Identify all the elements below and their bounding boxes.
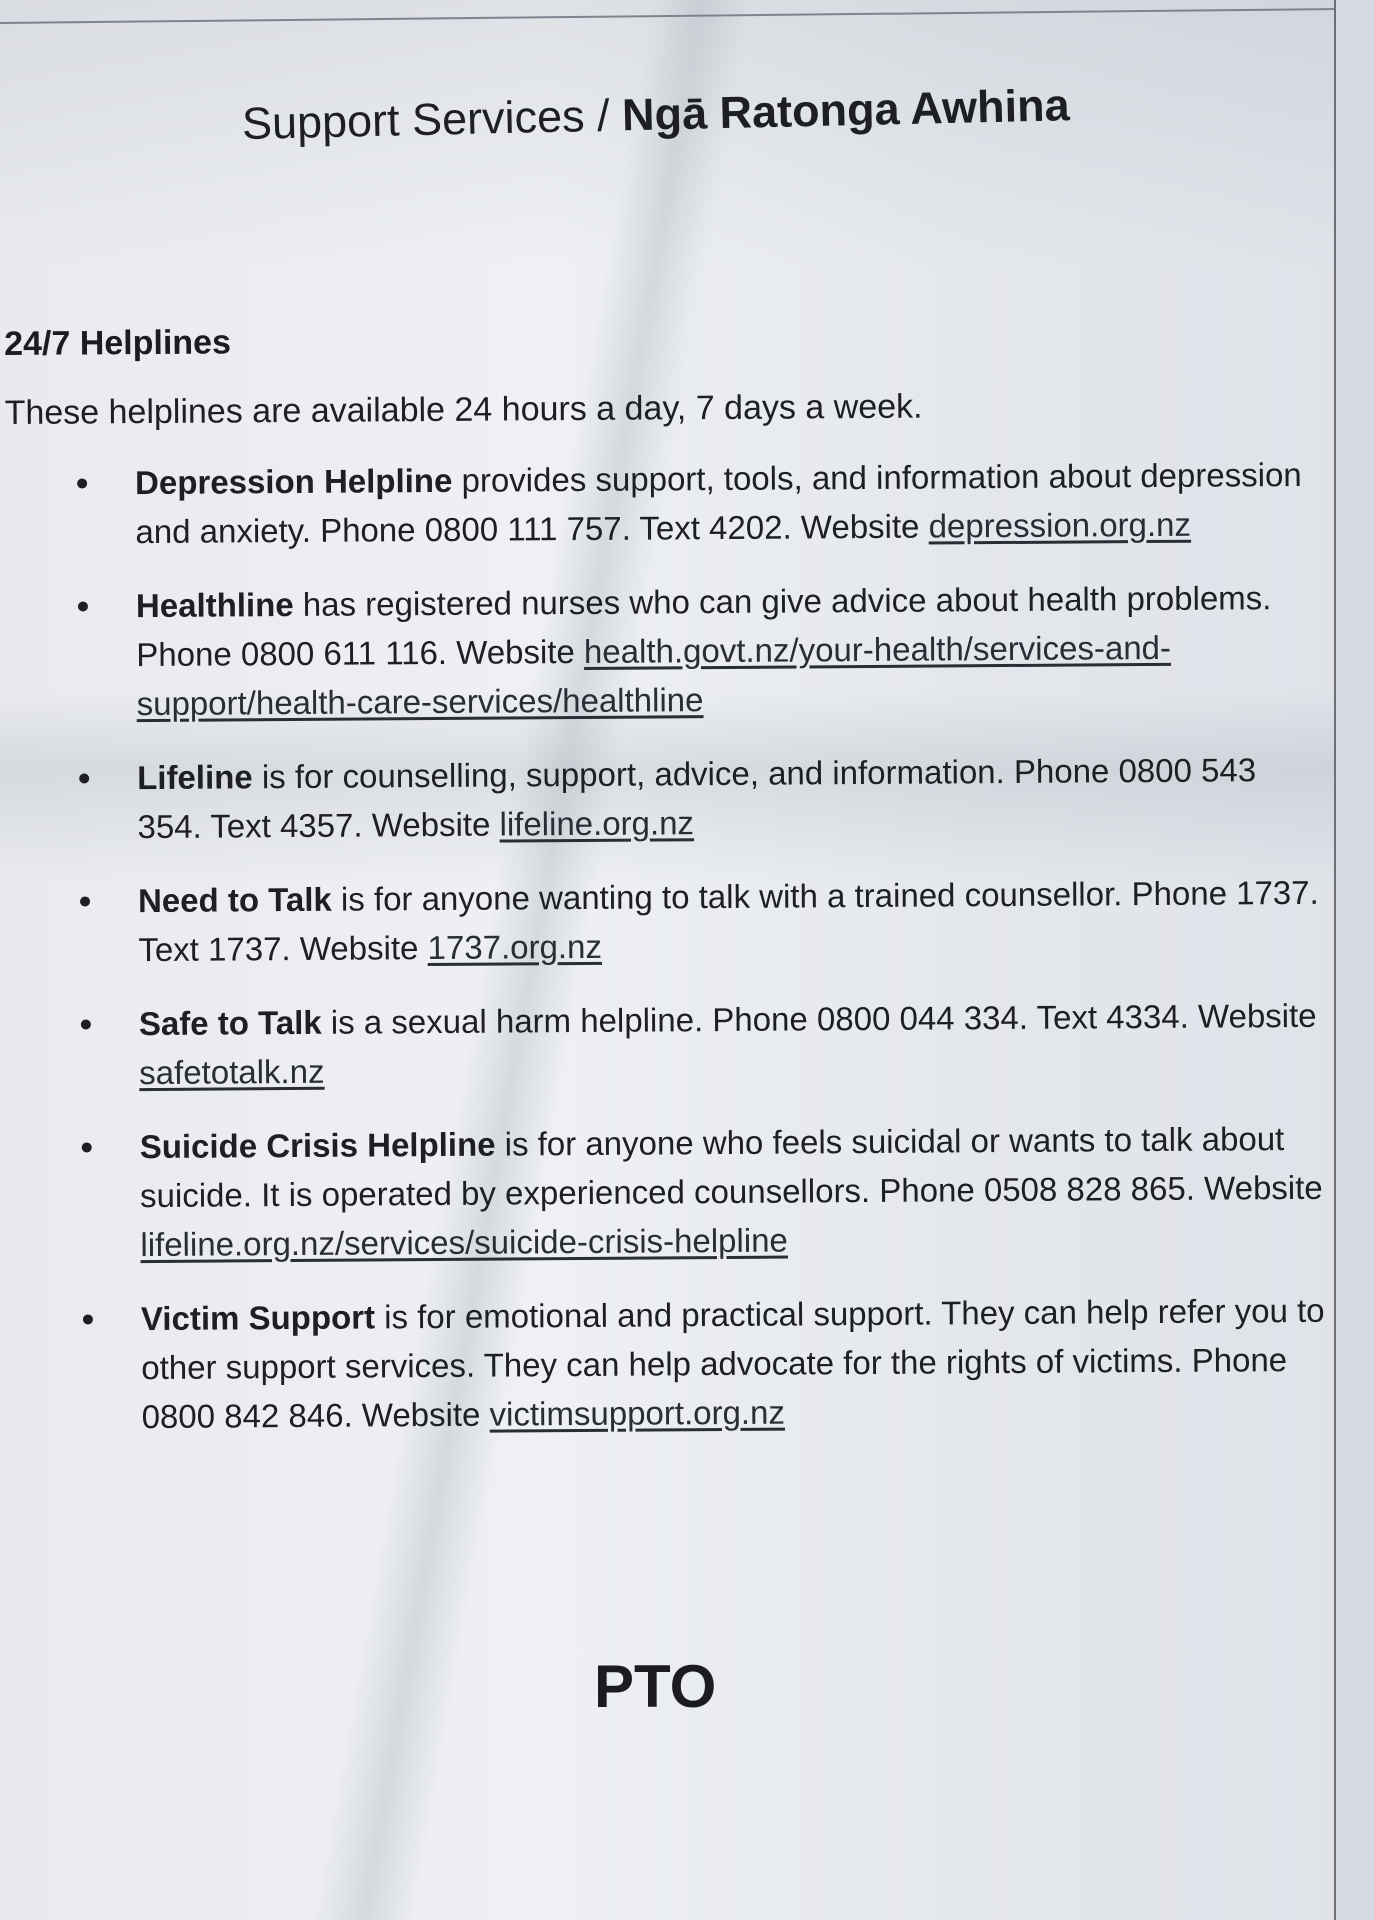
main-content [4,316,1342,1467]
section-heading: 24/7 Helplines [4,323,232,363]
helpline-list [5,450,1332,1442]
helpline-description: has registered nurses who can give advice about health problems. Phone 0800 611 116. Website [136,579,1272,674]
helpline-website-link[interactable]: lifeline.org.nz [499,804,695,843]
helpline-name: Lifeline [137,758,253,797]
helpline-name: Need to Talk [137,880,332,920]
show-through-text [984,10,1314,62]
pto-label: PTO [594,1653,717,1720]
helpline-website-link[interactable]: depression.org.nz [928,505,1192,545]
helpline-description: is for counselling, support, advice, and information. Phone 0800 543 354. Text 4357. Website [137,751,1257,846]
helpline-website-link[interactable]: 1737.org.nz [427,927,603,967]
helpline-description: provides support, tools, and information about depression and anxiety. Phone 0800 111 757. Text 4202. Website [135,455,1302,551]
helpline-description: is a sexual harm helpline. Phone 0800 044 334. Text 4334. Website [321,996,1317,1041]
helpline-website-link[interactable]: safetotalk.nz [139,1052,325,1092]
bullet-icon [83,1314,93,1324]
bullet-icon [80,896,90,906]
helpline-name: Victim Support [140,1298,376,1338]
intro-text: These helplines are available 24 hours a day, 7 days a week. [4,387,923,432]
bullet-icon [79,773,89,783]
bullet-icon [77,478,87,488]
title-english: Support Services / [241,89,623,149]
bullet-icon [78,601,88,611]
helpline-description: is for anyone wanting to talk with a trained counsellor. Phone 1737. Text 1737. Website [138,873,1319,969]
helpline-lifeline [137,745,1328,851]
helpline-healthline [136,573,1327,728]
helpline-suicide-crisis [140,1114,1331,1269]
helpline-website-link[interactable]: victimsupport.org.nz [489,1393,786,1433]
helpline-website-link[interactable]: lifeline.org.nz/services/suicide-crisis-helpline [140,1221,788,1264]
helpline-safe-to-talk [139,991,1330,1097]
helpline-name: Safe to Talk [138,1003,322,1043]
title-maori: Ngā Ratonga Awhina [621,79,1071,141]
page-title [241,79,1070,150]
helpline-description: is for emotional and practical support. They can help refer you to other support services. They can help advocate for the rights of victims. Phone 0800 842 846. Website [141,1291,1325,1436]
page-edge [1334,0,1374,1920]
helpline-name: Healthline [135,585,294,625]
helpline-name: Suicide Crisis Helpline [139,1125,496,1166]
helpline-website-link[interactable]: health.govt.nz/your-health/services-and-support/health-care-services/healthline [136,628,1172,723]
bullet-icon [81,1019,91,1029]
bullet-icon [82,1142,92,1152]
helpline-need-to-talk [138,868,1329,974]
helpline-description: is for anyone who feels suicidal or wants to talk about suicide. It is operated by experienced counsellors. Phone 0508 828 865. Website [139,1120,1323,1215]
helpline-victim-support [141,1286,1332,1441]
helpline-depression [135,450,1326,556]
helpline-name: Depression Helpline [134,461,453,502]
